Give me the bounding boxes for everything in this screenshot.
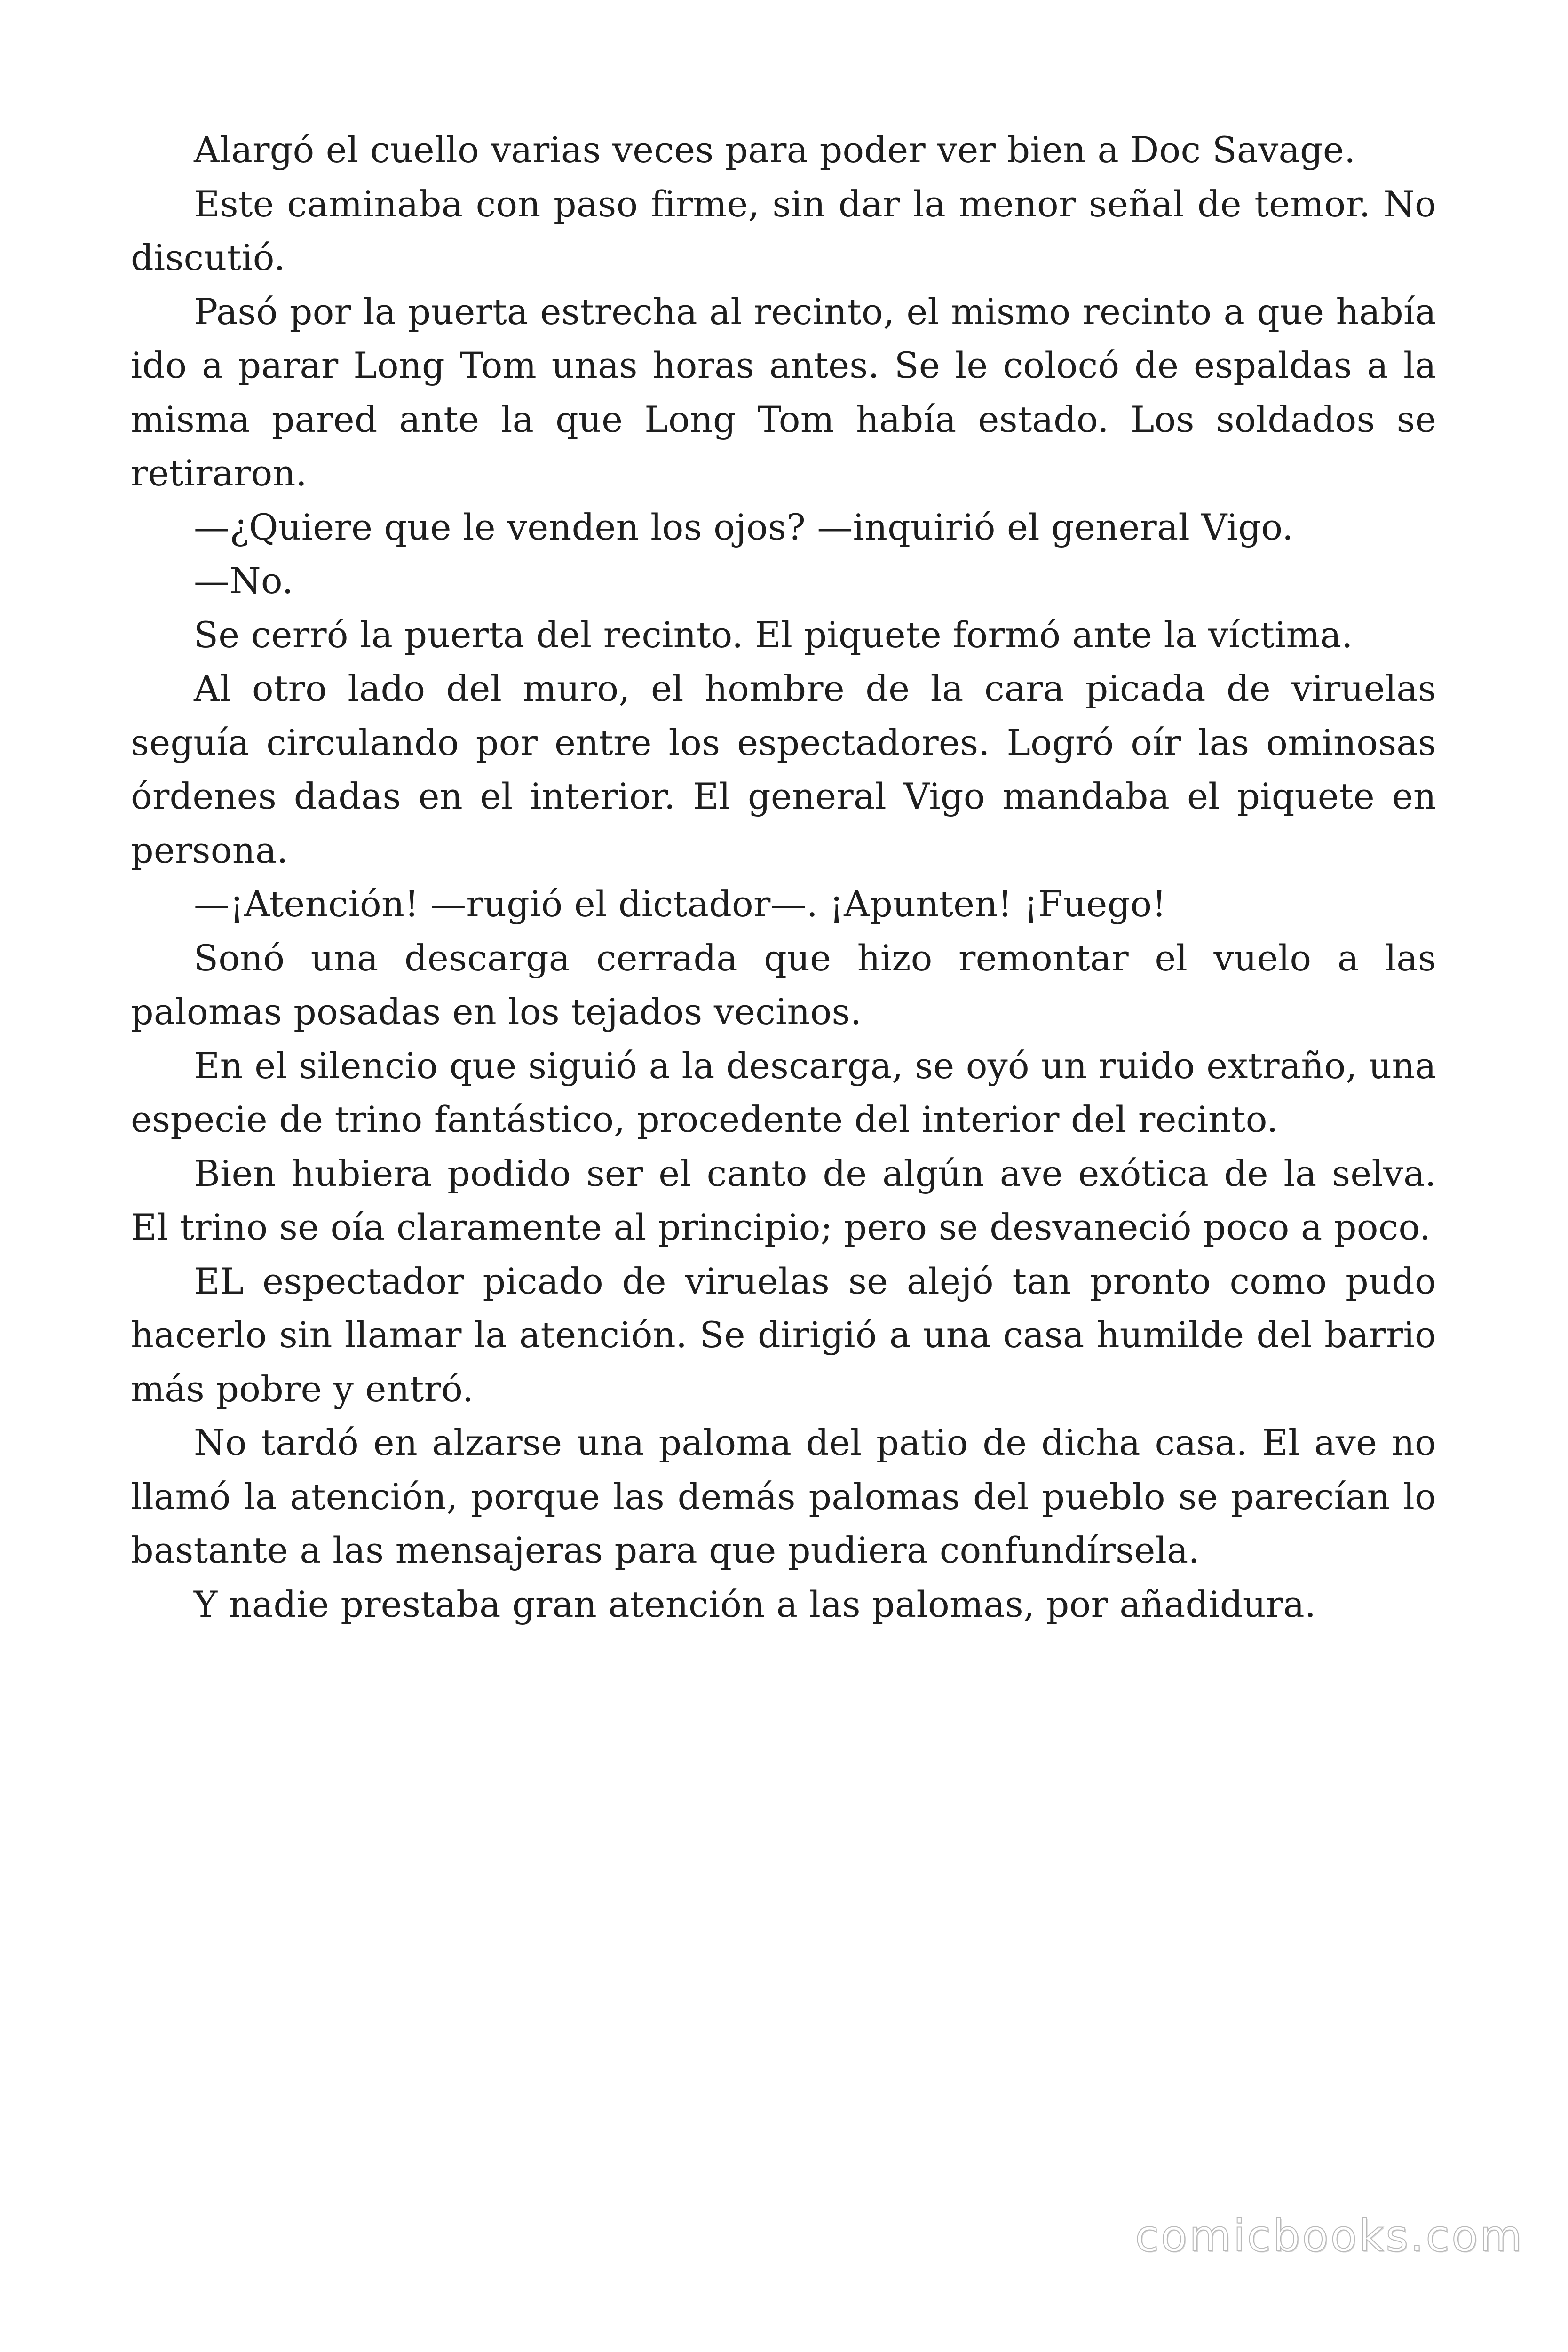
paragraph: —¡Atención! —rugió el dictador—. ¡Apunten! ¡Fuego! (194, 883, 1167, 925)
paragraph: Bien hubiera podido ser el canto de algún ave exótica de la selva. El trino se oía claramente al principio; pero se desvaneció poco a poco. (131, 1152, 1436, 1248)
paragraph: Este caminaba con paso firme, sin dar la menor señal de temor. No discutió. (131, 183, 1436, 278)
paragraph: Sonó una descarga cerrada que hizo remontar el vuelo a las palomas posadas en los tejados vecinos. (131, 937, 1436, 1033)
paragraph: —¿Quiere que le venden los ojos? —inquirió el general Vigo. (194, 506, 1294, 548)
paragraph: Pasó por la puerta estrecha al recinto, el mismo recinto a que había ido a parar Long Tom unas horas antes. Se le colocó de espaldas a la misma pared ante la que Long Tom había estado. Los soldados se retiraron. (131, 290, 1436, 494)
paragraph: Al otro lado del muro, el hombre de la cara picada de viruelas seguía circulando por entre los espectadores. Logró oír las ominosas órdenes dadas en el interior. El general Vigo mandaba el piquete en persona. (131, 667, 1436, 871)
paragraph: Se cerró la puerta del recinto. El piquete formó ante la víctima. (194, 613, 1353, 656)
paragraph: —No. (194, 560, 293, 602)
paragraph: En el silencio que siguió a la descarga, se oyó un ruido extraño, una especie de trino fantástico, procedente del interior del recinto. (131, 1044, 1436, 1140)
body-text (131, 123, 1436, 1631)
watermark: comicbooks.com (1135, 2211, 1524, 2261)
paragraph: Alargó el cuello varias veces para poder ver bien a Doc Savage. (194, 129, 1356, 171)
paragraph: Y nadie prestaba gran atención a las palomas, por añadidura. (194, 1583, 1316, 1625)
paragraph: EL espectador picado de viruelas se alejó tan pronto como pudo hacerlo sin llamar la atención. Se dirigió a una casa humilde del barrio más pobre y entró. (131, 1260, 1436, 1410)
paragraph: No tardó en alzarse una paloma del patio de dicha casa. El ave no llamó la atención, porque las demás palomas del pueblo se parecían lo bastante a las mensajeras para que pudiera confundírsela. (131, 1422, 1436, 1571)
